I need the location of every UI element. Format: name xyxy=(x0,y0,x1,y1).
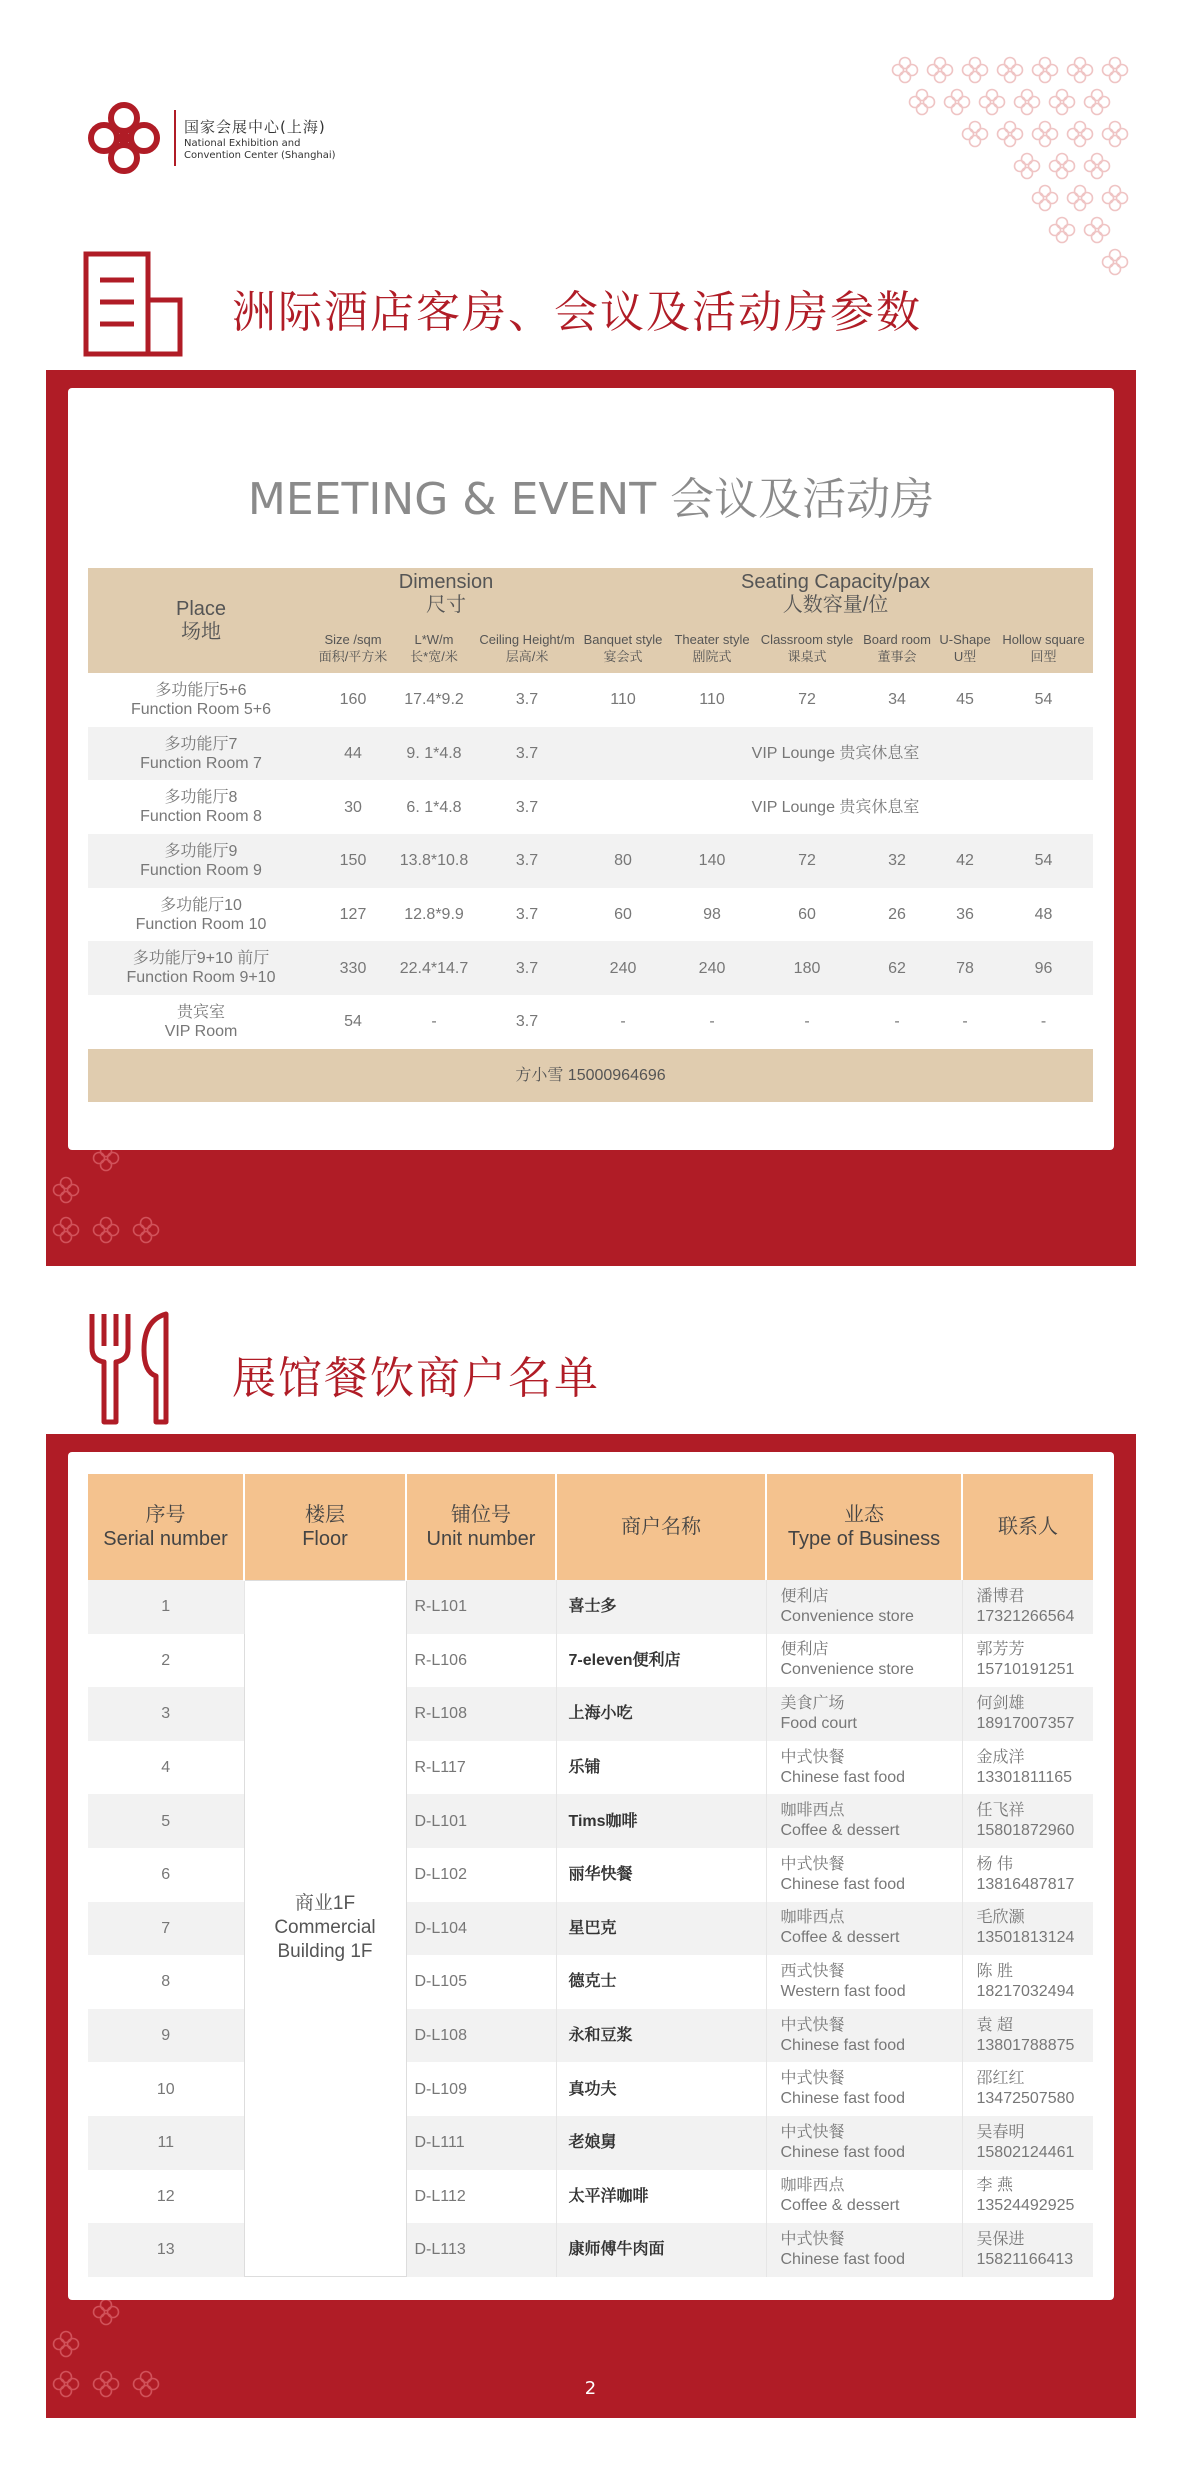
room-name-cn: 多功能厅9 xyxy=(164,842,238,860)
room-hollow: - xyxy=(994,995,1093,1049)
contact-person: 陈 胜 xyxy=(976,1962,1013,1980)
contact-phone: 18217032494 xyxy=(976,1982,1075,2000)
room-theater: 240 xyxy=(668,941,756,995)
header-ceiling-cn: 层高/米 xyxy=(505,648,549,664)
merchant-cell: 老娘舅 xyxy=(556,2116,766,2170)
type-en: Chinese fast food xyxy=(780,1875,906,1893)
table-row xyxy=(88,995,1093,1049)
header-floor-en: Floor xyxy=(302,1527,348,1550)
contact-person: 郭芳芳 xyxy=(976,1641,1025,1659)
room-name xyxy=(88,834,314,888)
header-type xyxy=(766,1474,962,1580)
contact-cell xyxy=(962,1687,1093,1741)
room-lw: 17.4*9.2 xyxy=(392,673,476,727)
merchant-cell: 丽华快餐 xyxy=(556,1848,766,1902)
room-ceiling: 3.7 xyxy=(476,780,578,834)
merchant-cell: 7-eleven便利店 xyxy=(556,1634,766,1688)
room-name xyxy=(88,727,314,781)
header-ushape-cn: U型 xyxy=(953,648,977,664)
room-board: 32 xyxy=(858,834,936,888)
room-banquet: 240 xyxy=(578,941,668,995)
type-cn: 中式快餐 xyxy=(780,2230,845,2248)
header-ushape-en: U-Shape xyxy=(939,631,991,647)
room-ceiling: 3.7 xyxy=(476,834,578,888)
room-name-cn: 多功能厅5+6 xyxy=(155,681,247,699)
room-ushape: 78 xyxy=(936,941,994,995)
contact-row xyxy=(88,1049,1093,1102)
logo-en-line1: National Exhibition and xyxy=(184,138,301,149)
contact-person: 金成洋 xyxy=(976,1748,1025,1766)
contact-person: 吴春明 xyxy=(976,2123,1025,2141)
serial-cell: 6 xyxy=(88,1848,244,1902)
room-board: - xyxy=(858,995,936,1049)
room-hollow: 54 xyxy=(994,673,1093,727)
contact-phone: 15801872960 xyxy=(976,1822,1075,1840)
contact-cell xyxy=(962,2170,1093,2224)
room-banquet: 110 xyxy=(578,673,668,727)
contact-cell xyxy=(962,1741,1093,1795)
header-serial xyxy=(88,1474,244,1580)
type-cell xyxy=(766,2223,962,2277)
serial-cell: 5 xyxy=(88,1794,244,1848)
type-cell xyxy=(766,1955,962,2009)
header-board xyxy=(858,620,936,673)
header-ceiling-en: Ceiling Height/m xyxy=(479,631,575,647)
serial-cell: 4 xyxy=(88,1741,244,1795)
contact-person: 任飞祥 xyxy=(976,1802,1025,1820)
room-banquet: - xyxy=(578,995,668,1049)
room-ushape: - xyxy=(936,995,994,1049)
room-lw: - xyxy=(392,995,476,1049)
header-theater-cn: 剧院式 xyxy=(692,648,732,664)
room-note: VIP Lounge 贵宾休息室 xyxy=(578,780,1093,834)
type-cn: 咖啡西点 xyxy=(780,1802,845,1820)
merchant-cell: Tims咖啡 xyxy=(556,1794,766,1848)
room-size: 127 xyxy=(314,888,392,942)
header-hollow-cn: 回型 xyxy=(1030,648,1057,664)
contact-phone: 15802124461 xyxy=(976,2143,1075,2161)
dining-table xyxy=(88,1474,1093,2277)
type-en: Chinese fast food xyxy=(780,2090,906,2108)
type-cn: 便利店 xyxy=(780,1641,829,1659)
type-cell xyxy=(766,2009,962,2063)
logo xyxy=(84,98,344,180)
contact-cell xyxy=(962,1902,1093,1956)
room-ceiling: 3.7 xyxy=(476,727,578,781)
table-row xyxy=(88,2116,1093,2170)
room-lw: 6. 1*4.8 xyxy=(392,780,476,834)
room-name-en: Function Room 7 xyxy=(140,754,262,772)
merchant-cell: 喜士多 xyxy=(556,1580,766,1634)
unit-cell: R-L106 xyxy=(406,1634,556,1688)
header-lw xyxy=(392,620,476,673)
header-place-cn: 场地 xyxy=(181,620,221,643)
contact-info: 方小雪 15000964696 xyxy=(88,1049,1093,1102)
meeting-heading: MEETING & EVENT 会议及活动房 xyxy=(247,474,935,525)
room-board: 62 xyxy=(858,941,936,995)
type-cn: 咖啡西点 xyxy=(780,2177,845,2195)
header-lw-cn: 长*宽/米 xyxy=(410,648,458,664)
logo-cn-text: 国家会展中心(上海) xyxy=(184,118,326,136)
header-theater-en: Theater style xyxy=(674,631,750,647)
room-ceiling: 3.7 xyxy=(476,888,578,942)
unit-cell: R-L101 xyxy=(406,1580,556,1634)
serial-cell: 8 xyxy=(88,1955,244,2009)
table-row xyxy=(88,2170,1093,2224)
merchant-cell: 康师傅牛肉面 xyxy=(556,2223,766,2277)
header-size-cn: 面积/平方米 xyxy=(318,648,388,664)
logo-en-line2: Convention Center (Shanghai) xyxy=(184,150,336,161)
room-theater: - xyxy=(668,995,756,1049)
room-banquet: 80 xyxy=(578,834,668,888)
section2-title: 展馆餐饮商户名单 xyxy=(232,1353,600,1404)
room-name-en: Function Room 8 xyxy=(140,808,262,826)
meeting-card xyxy=(68,388,1114,1150)
table-row xyxy=(88,834,1093,888)
table-row xyxy=(88,2223,1093,2277)
room-classroom: 60 xyxy=(756,888,858,942)
section1-title: 洲际酒店客房、会议及活动房参数 xyxy=(232,287,922,338)
room-lw: 12.8*9.9 xyxy=(392,888,476,942)
room-hollow: 54 xyxy=(994,834,1093,888)
room-size: 54 xyxy=(314,995,392,1049)
room-name-en: Function Room 5+6 xyxy=(130,700,272,718)
header-merchant: 商户名称 xyxy=(556,1474,766,1580)
meeting-table xyxy=(88,568,1093,1102)
merchant-cell: 乐铺 xyxy=(556,1741,766,1795)
contact-phone: 13524492925 xyxy=(976,2197,1075,2215)
header-dimension-en: Dimension xyxy=(398,571,494,593)
room-classroom: 180 xyxy=(756,941,858,995)
header-lw-en: L*W/m xyxy=(414,631,454,647)
type-cell xyxy=(766,1794,962,1848)
room-hollow: 96 xyxy=(994,941,1093,995)
contact-person: 杨 伟 xyxy=(976,1855,1013,1873)
table-row xyxy=(88,1634,1093,1688)
table-row xyxy=(88,780,1093,834)
header-unit xyxy=(406,1474,556,1580)
room-name-cn: 贵宾室 xyxy=(176,1003,225,1021)
type-en: Coffee & dessert xyxy=(780,1822,900,1840)
table-row xyxy=(88,888,1093,942)
header-type-cn: 业态 xyxy=(844,1504,884,1526)
room-size: 30 xyxy=(314,780,392,834)
type-cell xyxy=(766,2170,962,2224)
header-type-en: Type of Business xyxy=(787,1528,941,1550)
header-banquet-en: Banquet style xyxy=(583,631,663,647)
type-cell xyxy=(766,1741,962,1795)
room-classroom: 72 xyxy=(756,834,858,888)
room-classroom: 72 xyxy=(756,673,858,727)
room-ushape: 42 xyxy=(936,834,994,888)
header-ushape xyxy=(936,620,994,673)
type-cn: 中式快餐 xyxy=(780,2123,845,2141)
room-theater: 140 xyxy=(668,834,756,888)
room-size: 44 xyxy=(314,727,392,781)
contact-phone: 13816487817 xyxy=(976,1875,1075,1893)
type-cn: 中式快餐 xyxy=(780,1855,845,1873)
room-name xyxy=(88,888,314,942)
header-board-en: Board room xyxy=(863,631,931,647)
type-cell xyxy=(766,1580,962,1634)
room-board: 26 xyxy=(858,888,936,942)
room-name-cn: 多功能厅8 xyxy=(164,789,238,807)
contact-phone: 17321266564 xyxy=(976,1607,1075,1625)
header-banquet-cn: 宴会式 xyxy=(603,648,643,664)
room-ushape: 36 xyxy=(936,888,994,942)
room-ceiling: 3.7 xyxy=(476,941,578,995)
logo-en-text xyxy=(184,138,336,162)
merchant-cell: 永和豆浆 xyxy=(556,2009,766,2063)
unit-cell: D-L102 xyxy=(406,1848,556,1902)
document-icon xyxy=(82,250,194,358)
header-place-en: Place xyxy=(175,597,227,620)
type-en: Chinese fast food xyxy=(780,2036,906,2054)
flower-pattern-decoration-left xyxy=(46,1140,186,1260)
unit-cell: D-L113 xyxy=(406,2223,556,2277)
merchant-cell: 太平洋咖啡 xyxy=(556,2170,766,2224)
room-name-cn: 多功能厅9+10 前厅 xyxy=(132,950,270,968)
type-cn: 美食广场 xyxy=(780,1694,845,1712)
table-row xyxy=(88,1848,1093,1902)
contact-phone: 15710191251 xyxy=(976,1661,1075,1679)
room-name-en: Function Room 10 xyxy=(135,915,267,933)
unit-cell: D-L111 xyxy=(406,2116,556,2170)
merchant-cell: 星巴克 xyxy=(556,1902,766,1956)
room-ceiling: 3.7 xyxy=(476,995,578,1049)
header-banquet xyxy=(578,620,668,673)
table-row xyxy=(88,1955,1093,2009)
type-en: Coffee & dessert xyxy=(780,1929,900,1947)
table-row xyxy=(88,2062,1093,2116)
serial-cell: 2 xyxy=(88,1634,244,1688)
contact-person: 邵红红 xyxy=(976,2070,1025,2088)
type-cn: 中式快餐 xyxy=(780,2016,845,2034)
unit-cell: R-L108 xyxy=(406,1687,556,1741)
room-name xyxy=(88,780,314,834)
type-cell xyxy=(766,1634,962,1688)
header-place xyxy=(88,568,314,673)
room-lw: 13.8*10.8 xyxy=(392,834,476,888)
room-note: VIP Lounge 贵宾休息室 xyxy=(578,727,1093,781)
floor-cell xyxy=(244,1580,406,2277)
meeting-panel xyxy=(46,370,1136,1266)
serial-cell: 7 xyxy=(88,1902,244,1956)
header-dimension-cn: 尺寸 xyxy=(426,594,467,616)
unit-cell: D-L109 xyxy=(406,2062,556,2116)
flower-pattern-decoration xyxy=(890,50,1140,300)
room-name-en: Function Room 9+10 xyxy=(126,969,276,987)
floor-cn: 商业1F xyxy=(294,1893,356,1915)
table-row xyxy=(88,2009,1093,2063)
table-row xyxy=(88,1741,1093,1795)
room-lw: 22.4*14.7 xyxy=(392,941,476,995)
type-cn: 西式快餐 xyxy=(780,1962,845,1980)
contact-person: 潘博君 xyxy=(976,1587,1025,1605)
serial-cell: 10 xyxy=(88,2062,244,2116)
room-ceiling: 3.7 xyxy=(476,673,578,727)
room-classroom: - xyxy=(756,995,858,1049)
type-cell xyxy=(766,2062,962,2116)
flower-logo-icon xyxy=(84,98,164,178)
page-number: 2 xyxy=(584,2378,597,2399)
dining-card xyxy=(68,1452,1114,2300)
dining-panel xyxy=(46,1434,1136,2418)
contact-cell xyxy=(962,1955,1093,2009)
room-name-en: VIP Room xyxy=(164,1022,238,1040)
contact-cell xyxy=(962,2009,1093,2063)
contact-phone: 13301811165 xyxy=(976,1768,1073,1786)
type-cn: 中式快餐 xyxy=(780,1748,845,1766)
type-en: Chinese fast food xyxy=(780,1768,906,1786)
merchant-cell: 真功夫 xyxy=(556,2062,766,2116)
contact-person: 毛欣灏 xyxy=(976,1909,1025,1927)
header-serial-en: Serial number xyxy=(103,1528,228,1550)
header-contact: 联系人 xyxy=(962,1474,1093,1580)
room-banquet: 60 xyxy=(578,888,668,942)
floor-en-line1: Commercial xyxy=(274,1917,376,1939)
header-board-cn: 董事会 xyxy=(877,648,917,664)
contact-cell xyxy=(962,1794,1093,1848)
unit-cell: D-L105 xyxy=(406,1955,556,2009)
header-seating-en: Seating Capacity/pax xyxy=(741,571,931,593)
table-row xyxy=(88,941,1093,995)
contact-phone: 13472507580 xyxy=(976,2090,1075,2108)
unit-cell: D-L104 xyxy=(406,1902,556,1956)
contact-person: 袁 超 xyxy=(976,2016,1013,2034)
contact-phone: 15821166413 xyxy=(976,2250,1074,2268)
serial-cell: 9 xyxy=(88,2009,244,2063)
table-row xyxy=(88,1794,1093,1848)
type-en: Coffee & dessert xyxy=(780,2197,900,2215)
type-en: Convenience store xyxy=(780,1607,914,1625)
header-classroom xyxy=(756,620,858,673)
table-row xyxy=(88,1580,1093,1634)
header-unit-cn: 铺位号 xyxy=(451,1504,511,1526)
room-name xyxy=(88,941,314,995)
room-hollow: 48 xyxy=(994,888,1093,942)
room-lw: 9. 1*4.8 xyxy=(392,727,476,781)
floor-en-line2: Building 1F xyxy=(277,1941,373,1963)
type-en: Chinese fast food xyxy=(780,2250,906,2268)
contact-cell xyxy=(962,2062,1093,2116)
contact-phone: 18917007357 xyxy=(976,1714,1075,1732)
unit-cell: D-L108 xyxy=(406,2009,556,2063)
logo-divider xyxy=(174,110,176,166)
room-theater: 98 xyxy=(668,888,756,942)
room-size: 330 xyxy=(314,941,392,995)
contact-cell xyxy=(962,1634,1093,1688)
header-dimension xyxy=(314,568,578,620)
header-ceiling xyxy=(476,620,578,673)
type-cell xyxy=(766,1848,962,1902)
room-board: 34 xyxy=(858,673,936,727)
contact-cell xyxy=(962,2223,1093,2277)
type-en: Chinese fast food xyxy=(780,2143,906,2161)
header-seating-cn: 人数容量/位 xyxy=(782,594,889,616)
type-en: Convenience store xyxy=(780,1661,914,1679)
type-en: Food court xyxy=(780,1714,857,1732)
room-size: 150 xyxy=(314,834,392,888)
contact-phone: 13801788875 xyxy=(976,2036,1075,2054)
type-cell xyxy=(766,1902,962,1956)
room-name xyxy=(88,995,314,1049)
serial-cell: 12 xyxy=(88,2170,244,2224)
contact-person: 吴保进 xyxy=(976,2230,1025,2248)
serial-cell: 1 xyxy=(88,1580,244,1634)
header-hollow xyxy=(994,620,1093,673)
contact-cell xyxy=(962,2116,1093,2170)
type-en: Western fast food xyxy=(780,1982,906,2000)
contact-person: 李 燕 xyxy=(976,2177,1013,2195)
type-cn: 咖啡西点 xyxy=(780,1909,845,1927)
table-row xyxy=(88,1902,1093,1956)
contact-person: 何剑雄 xyxy=(976,1694,1025,1712)
type-cn: 中式快餐 xyxy=(780,2070,845,2088)
header-size xyxy=(314,620,392,673)
header-floor-cn: 楼层 xyxy=(305,1503,345,1526)
room-size: 160 xyxy=(314,673,392,727)
header-classroom-en: Classroom style xyxy=(760,631,854,647)
header-size-en: Size /sqm xyxy=(324,631,382,647)
header-unit-en: Unit number xyxy=(426,1528,536,1550)
unit-cell: R-L117 xyxy=(406,1741,556,1795)
table-row xyxy=(88,673,1093,727)
room-name xyxy=(88,673,314,727)
merchant-cell: 德克士 xyxy=(556,1955,766,2009)
room-ushape: 45 xyxy=(936,673,994,727)
serial-cell: 11 xyxy=(88,2116,244,2170)
header-classroom-cn: 课桌式 xyxy=(787,648,827,664)
header-serial-cn: 序号 xyxy=(145,1504,186,1526)
unit-cell: D-L112 xyxy=(406,2170,556,2224)
room-name-cn: 多功能厅10 xyxy=(160,896,242,914)
contact-cell xyxy=(962,1580,1093,1634)
header-floor xyxy=(244,1474,406,1580)
fork-knife-icon xyxy=(86,1310,186,1426)
table-row xyxy=(88,1687,1093,1741)
header-seating xyxy=(578,568,1093,620)
serial-cell: 13 xyxy=(88,2223,244,2277)
contact-cell xyxy=(962,1848,1093,1902)
merchant-cell: 上海小吃 xyxy=(556,1687,766,1741)
type-cell xyxy=(766,2116,962,2170)
unit-cell: D-L101 xyxy=(406,1794,556,1848)
header-hollow-en: Hollow square xyxy=(1002,631,1085,647)
contact-phone: 13501813124 xyxy=(976,1929,1075,1947)
serial-cell: 3 xyxy=(88,1687,244,1741)
header-theater xyxy=(668,620,756,673)
room-theater: 110 xyxy=(668,673,756,727)
room-name-en: Function Room 9 xyxy=(140,861,262,879)
type-cell xyxy=(766,1687,962,1741)
table-row xyxy=(88,727,1093,781)
type-cn: 便利店 xyxy=(780,1587,829,1605)
room-name-cn: 多功能厅7 xyxy=(164,735,238,753)
